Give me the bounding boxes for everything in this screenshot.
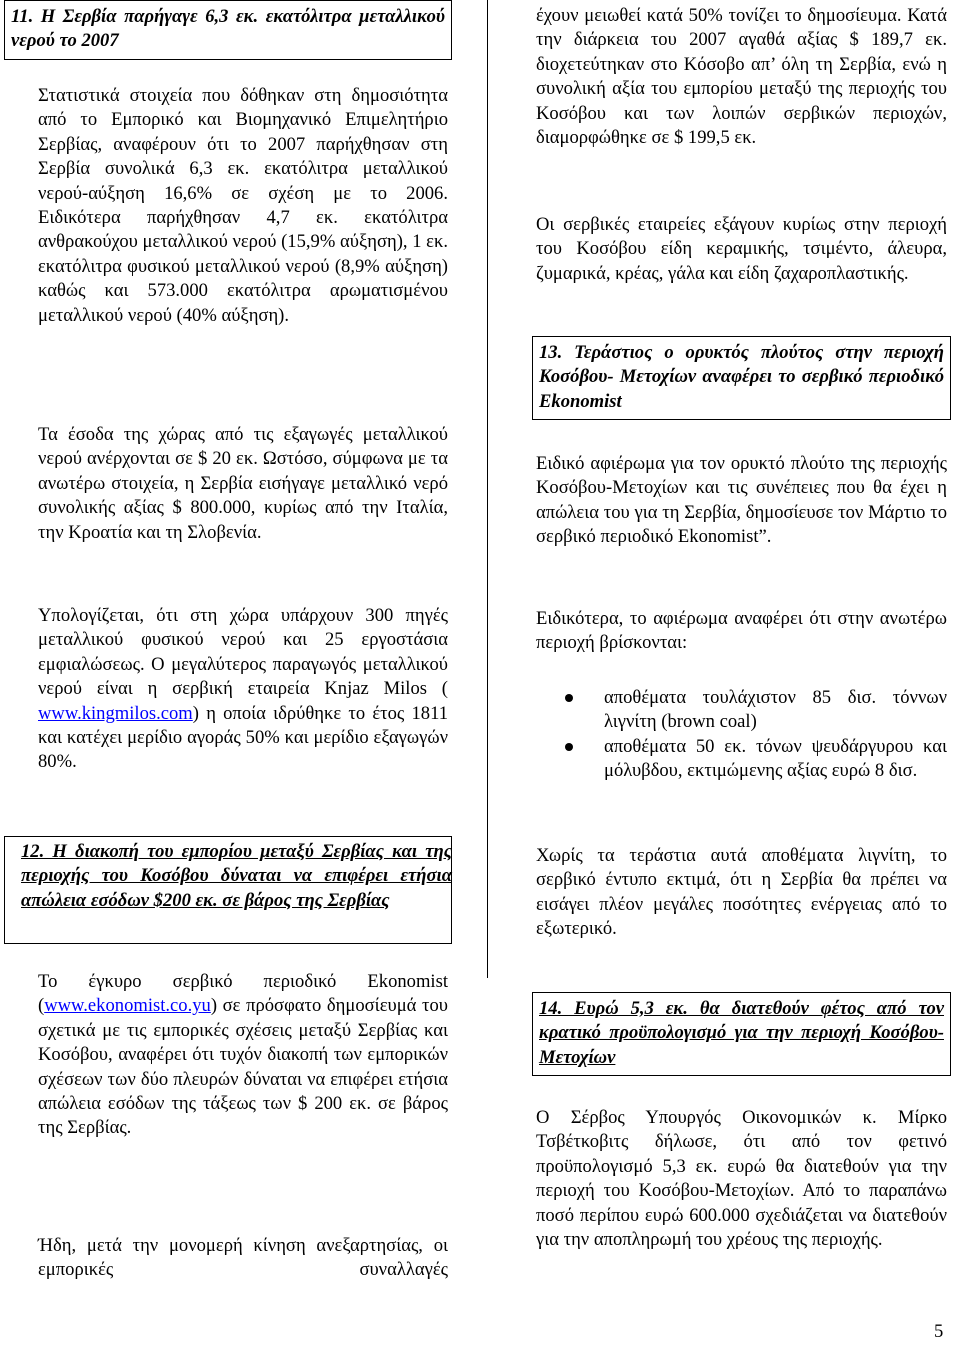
section-12-title: 12. Η διακοπή του εμπορίου μεταξύ Σερβίας και της περιοχής του Κοσόβου δύναται να επιφέρει ετήσια απώλεια εσόδων $200 εκ. σε βάρος της Σερβίας: [21, 841, 452, 911]
section-12-continued-paragraph: έχουν μειωθεί κατά 50% τονίζει το δημοσίευμα. Κατά την διάρκεια του 2007 αγαθά αξίας $ 189,7 εκ. διοχετεύτηκαν στο Κόσοβο απ’ όλη τη Σερβία, ενώ η συνολική αξία του εμπορίου μεταξύ της περιοχής του Κοσόβου και των λοιπών σερβικών περιοχών, διαμορφώθηκε σε $ 199,5 εκ.: [536, 5, 947, 149]
list-item-text: αποθέματα 50 εκ. τόνων ψευδάργυρου και μόλυβδου, εκτιμώμενης αξίας ευρώ 8 δισ.: [604, 735, 947, 782]
list-item: [536, 686, 947, 735]
section-14-paragraph-1: Ο Σέρβος Υπουργός Οικονομικών κ. Μίρκο Τσβέτκοβιτς δήλωσε, ότι από τον φετινό προϋπολογισμό 5,3 εκ. ευρώ θα διατεθούν για την περιοχή του Κοσόβου-Μετοχίων. Από το παραπάνω ποσό περίπου ευρώ 600.000 σχεδιάζεται να διατεθούν για την αποπληρωμή του χρέους της περιοχής.: [536, 1107, 947, 1251]
paragraph-3-text-after: ) η οποία ιδρύθηκε το έτος 1811 και κατέχει μερίδιο αγοράς 50% και μερίδιο εξαγωγών 80%.: [38, 702, 448, 773]
section-13-heading-box: [532, 336, 951, 420]
paragraph-4-text-before: Το έγκυρο σερβικό περιοδικό Ekonomist (: [38, 971, 448, 1017]
column-divider: [487, 0, 488, 978]
section-11-title: 11. Η Σερβία παρήγαγε 6,3 εκ. εκατόλιτρα μεταλλικού νερού το 2007: [11, 6, 445, 52]
bullet-icon: [565, 694, 573, 702]
section-12-exports-paragraph: Οι σερβικές εταιρείες εξάγουν κυρίως στην περιοχή του Κοσόβου είδη κεραμικής, τσιμέντο, άλευρα, ζυμαρικά, κρέας, γάλα και είδη ζαχαροπλαστικής.: [536, 214, 947, 284]
bullet-icon: [565, 743, 573, 751]
section-11-paragraph-2: Τα έσοδα της χώρας από τις εξαγωγές μεταλλικού νερού ανέρχονται σε $ 20 εκ. Ωστόσο, σύμφωνα με τα ανωτέρω στοιχεία, η Σερβία εισήγαγε μεταλλικό νερό συνολικής αξίας $ 800.000, κυρίως από την Ιταλία, την Κροατία και τη Σλοβενία.: [38, 424, 448, 543]
page-number: 5: [934, 1321, 944, 1342]
section-11-paragraph-3: [38, 604, 448, 775]
section-12-heading-box: [21, 840, 452, 913]
kingmilos-link[interactable]: www.kingmilos.com: [38, 702, 193, 724]
section-13-paragraph-1: Ειδικό αφιέρωμα για τον ορυκτό πλούτο της περιοχής Κοσόβου-Μετοχίων και τις συνέπειες που θα έχει η απώλεια του για τη Σερβία, δημοσίευσε τον Μάρτιο το σερβικό περιοδικό Ekonomist”.: [536, 453, 947, 548]
section-11-paragraph-1: Στατιστικά στοιχεία που δόθηκαν στη δημοσιότητα από το Εμπορικό και Βιομηχανικό Επιμελητήριο Σερβίας, αναφέρουν ότι το 2007 παρήχθησαν στη Σερβία συνολικά 6,3 εκ. εκατόλιτρα μεταλλικού νερού-αύξηση 16,6% σε σχέση με το 2006. Ειδικότερα παρήχθησαν 4,7 εκ. εκατόλιτρα ανθρακούχου μεταλλικού νερού (15,9% αύξηση), 1 εκ. εκατόλιτρα φυσικού μεταλλικού νερού (8,9% αύξηση) καθώς και 573.000 εκατόλιτρα αρωματισμένου μεταλλικού νερού (40% αύξηση).: [38, 85, 448, 326]
section-14-title: 14. Ευρώ 5,3 εκ. θα διατεθούν φέτος από τον κρατικό προϋπολογισμό για την περιοχή Κοσόβου-Μετοχίων: [539, 998, 944, 1068]
mineral-reserves-list: [536, 686, 947, 784]
list-item-text: αποθέματα τουλάχιστον 85 δισ. τόννων λιγνίτη (brown coal): [604, 687, 947, 733]
section-11-heading-box: [4, 0, 452, 60]
section-14-heading-box: [532, 992, 951, 1076]
section-13-paragraph-3: Χωρίς τα τεράστια αυτά αποθέματα λιγνίτη, το σερβικό έντυπο εκτιμά, ότι η Σερβία θα πρέπει να εισάγει πλέον μεγάλες ποσότητες ενέργειας από το εξωτερικό.: [536, 845, 947, 940]
paragraph-3-text-before: Υπολογίζεται, ότι στη χώρα υπάρχουν 300 πηγές μεταλλικού φυσικού νερού και 25 εργοστάσια εμφιαλώσεως. Ο μεγαλύτερος παραγωγός μεταλλικού νερού είναι η σερβική εταιρεία Knjaz Milos (: [38, 605, 448, 700]
section-12-heading-border: [4, 836, 452, 944]
section-13-paragraph-2: Ειδικότερα, το αφιέρωμα αναφέρει ότι στην ανωτέρω περιοχή βρίσκονται:: [536, 608, 947, 654]
paragraph-4-text-after: ) σε πρόσφατο δημοσίευμά του σχετικά με τις εμπορικές σχέσεις μεταξύ Σερβίας και Κοσόβου, αναφέρει ότι τυχόν διακοπή των εμπορικών σχέσεων των δύο πλευρών δύναται να επιφέρει ετήσια απώλεια εσόδων της τάξεως των $ 200 εκ. σε βάρος της Σερβίας.: [38, 995, 448, 1139]
section-12-paragraph-1: [38, 970, 448, 1141]
list-item: [536, 735, 947, 784]
ekonomist-link[interactable]: www.ekonomist.co.yu: [44, 995, 211, 1017]
section-13-title: 13. Τεράστιος ο ορυκτός πλούτος στην περιοχή Κοσόβου- Μετοχίων αναφέρει το σερβικό περιοδικό Ekonomist: [539, 342, 944, 412]
section-12-paragraph-2: Ήδη, μετά την μονομερή κίνηση ανεξαρτησίας, οι εμπορικές συναλλαγές: [38, 1235, 448, 1281]
